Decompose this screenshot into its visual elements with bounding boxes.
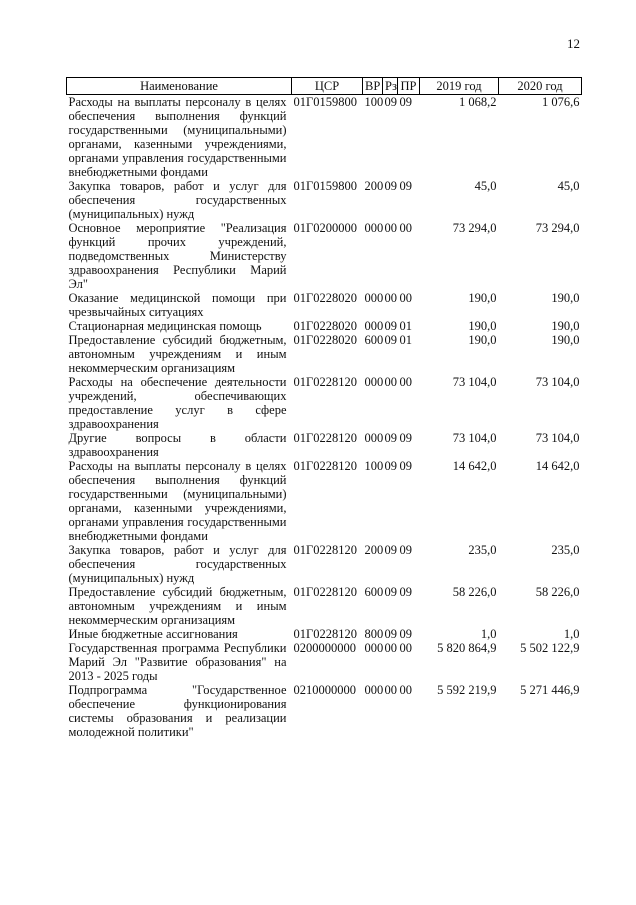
row-csr: 01Г0228120	[293, 375, 357, 389]
row-value-2020: 190,0	[551, 333, 580, 347]
row-name: Оказание медицинской помощи при чрезвычайных ситуациях	[68, 291, 287, 319]
row-rz: 09	[384, 319, 397, 333]
row-value-2020: 1,0	[563, 627, 580, 641]
header-2019: 2019 год	[420, 78, 499, 95]
page-number: 12	[567, 36, 580, 51]
table-row	[67, 431, 582, 459]
row-pr: 00	[399, 221, 412, 235]
budget-table	[66, 77, 582, 739]
row-vr: 800	[364, 627, 384, 641]
table-header-row	[67, 78, 582, 95]
row-pr: 09	[399, 459, 412, 473]
row-csr: 0210000000	[293, 683, 356, 697]
row-value-2020: 190,0	[551, 319, 580, 333]
row-pr: 09	[399, 95, 412, 109]
row-vr: 600	[364, 333, 384, 347]
row-name: Государственная программа Республики Марий Эл "Развитие образования" на 2013 - 2025 годы	[68, 641, 287, 683]
row-name: Основное мероприятие "Реализация функций прочих учреждений, подведомственных Министерству здравоохранения Республики Марий Эл"	[68, 221, 287, 291]
row-value-2019: 190,0	[468, 319, 497, 333]
row-pr: 09	[399, 627, 412, 641]
row-name: Расходы на выплаты персоналу в целях обеспечения выполнения функций государственными (муниципальными) органами, казенными учреждениями, органами управления государственными внебюджетными фондами	[68, 95, 287, 179]
row-csr: 01Г0228120	[293, 543, 357, 557]
table-row	[67, 683, 582, 739]
row-name: Предоставление субсидий бюджетным, автономным учреждениям и иным некоммерческим организациям	[68, 333, 287, 375]
row-rz: 09	[384, 179, 397, 193]
row-value-2019: 5 592 219,9	[437, 683, 497, 697]
row-name: Расходы на обеспечение деятельности учреждений, обеспечивающих предоставление услуг в сфере здравоохранения	[68, 375, 287, 431]
table-body	[67, 95, 582, 740]
row-vr: 000	[364, 683, 384, 697]
row-name: Другие вопросы в области здравоохранения	[68, 431, 287, 459]
row-value-2019: 73 294,0	[452, 221, 497, 235]
row-csr: 01Г0228020	[293, 319, 357, 333]
row-rz: 00	[384, 641, 397, 655]
row-value-2020: 1 076,6	[542, 95, 580, 109]
row-vr: 100	[364, 95, 384, 109]
row-csr: 01Г0228120	[293, 585, 357, 599]
row-rz: 00	[384, 221, 397, 235]
row-value-2020: 5 271 446,9	[520, 683, 580, 697]
row-rz: 09	[384, 333, 397, 347]
row-value-2019: 5 820 864,9	[437, 641, 497, 655]
row-pr: 01	[399, 319, 412, 333]
row-rz: 09	[384, 431, 397, 445]
table-row	[67, 291, 582, 319]
row-name: Подпрограмма "Государственное обеспечение функционирования системы образования и реализации молодежной политики"	[68, 683, 287, 739]
row-name: Иные бюджетные ассигнования	[68, 627, 238, 641]
row-name: Закупка товаров, работ и услуг для обеспечения государственных (муниципальных) нужд	[68, 543, 287, 585]
row-value-2020: 73 104,0	[535, 375, 580, 389]
table-row	[67, 375, 582, 431]
row-value-2020: 45,0	[557, 179, 580, 193]
row-rz: 09	[384, 585, 397, 599]
row-rz: 09	[384, 459, 397, 473]
table-row	[67, 459, 582, 543]
row-vr: 100	[364, 459, 384, 473]
row-value-2019: 73 104,0	[452, 375, 497, 389]
row-csr: 01Г0159800	[293, 179, 357, 193]
row-vr: 000	[364, 641, 384, 655]
header-csr: ЦСР	[292, 78, 363, 95]
row-value-2020: 14 642,0	[535, 459, 580, 473]
table-row	[67, 627, 582, 641]
row-value-2019: 190,0	[468, 333, 497, 347]
row-rz: 00	[384, 291, 397, 305]
row-vr: 000	[364, 221, 384, 235]
row-value-2019: 58 226,0	[452, 585, 497, 599]
row-csr: 01Г0228120	[293, 627, 357, 641]
row-csr: 0200000000	[293, 641, 356, 655]
row-pr: 09	[399, 179, 412, 193]
row-pr: 00	[399, 641, 412, 655]
row-value-2019: 1,0	[480, 627, 497, 641]
header-2020: 2020 год	[499, 78, 582, 95]
row-value-2019: 190,0	[468, 291, 497, 305]
header-rz: Рз	[383, 78, 398, 95]
row-value-2020: 235,0	[551, 543, 580, 557]
row-pr: 00	[399, 375, 412, 389]
row-vr: 000	[364, 431, 384, 445]
row-csr: 01Г0228120	[293, 459, 357, 473]
row-vr: 600	[364, 585, 384, 599]
row-name: Расходы на выплаты персоналу в целях обеспечения выполнения функций государственными (муниципальными) органами, казенными учреждениями, органами управления государственными внебюджетными фондами	[68, 459, 287, 543]
row-name: Закупка товаров, работ и услуг для обеспечения государственных (муниципальных) нужд	[68, 179, 287, 221]
row-pr: 01	[399, 333, 412, 347]
table-row	[67, 333, 582, 375]
row-rz: 00	[384, 683, 397, 697]
row-rz: 09	[384, 543, 397, 557]
row-vr: 200	[364, 543, 384, 557]
row-csr: 01Г0159800	[293, 95, 357, 109]
header-name: Наименование	[67, 78, 292, 95]
row-rz: 09	[384, 627, 397, 641]
table-row	[67, 543, 582, 585]
header-vr: ВР	[363, 78, 383, 95]
row-pr: 09	[399, 543, 412, 557]
row-pr: 00	[399, 683, 412, 697]
row-rz: 09	[384, 95, 397, 109]
table-row	[67, 585, 582, 627]
row-vr: 000	[364, 291, 384, 305]
row-csr: 01Г0228020	[293, 291, 357, 305]
row-pr: 00	[399, 291, 412, 305]
table-row	[67, 221, 582, 291]
row-value-2019: 45,0	[474, 179, 497, 193]
row-value-2020: 73 294,0	[535, 221, 580, 235]
row-value-2020: 190,0	[551, 291, 580, 305]
table-row	[67, 95, 582, 180]
table-row	[67, 179, 582, 221]
row-name: Стационарная медицинская помощь	[68, 319, 262, 333]
table-row	[67, 319, 582, 333]
row-vr: 000	[364, 319, 384, 333]
row-value-2019: 14 642,0	[452, 459, 497, 473]
row-csr: 01Г0228120	[293, 431, 357, 445]
row-value-2019: 235,0	[468, 543, 497, 557]
header-pr: ПР	[398, 78, 420, 95]
row-csr: 01Г0228020	[293, 333, 357, 347]
row-pr: 09	[399, 431, 412, 445]
table-row	[67, 641, 582, 683]
row-value-2020: 5 502 122,9	[520, 641, 580, 655]
row-value-2020: 58 226,0	[535, 585, 580, 599]
row-csr: 01Г0200000	[293, 221, 357, 235]
row-value-2020: 73 104,0	[535, 431, 580, 445]
row-vr: 200	[364, 179, 384, 193]
row-vr: 000	[364, 375, 384, 389]
row-name: Предоставление субсидий бюджетным, автономным учреждениям и иным некоммерческим организациям	[68, 585, 287, 627]
row-value-2019: 1 068,2	[459, 95, 497, 109]
row-value-2019: 73 104,0	[452, 431, 497, 445]
row-pr: 09	[399, 585, 412, 599]
row-rz: 00	[384, 375, 397, 389]
